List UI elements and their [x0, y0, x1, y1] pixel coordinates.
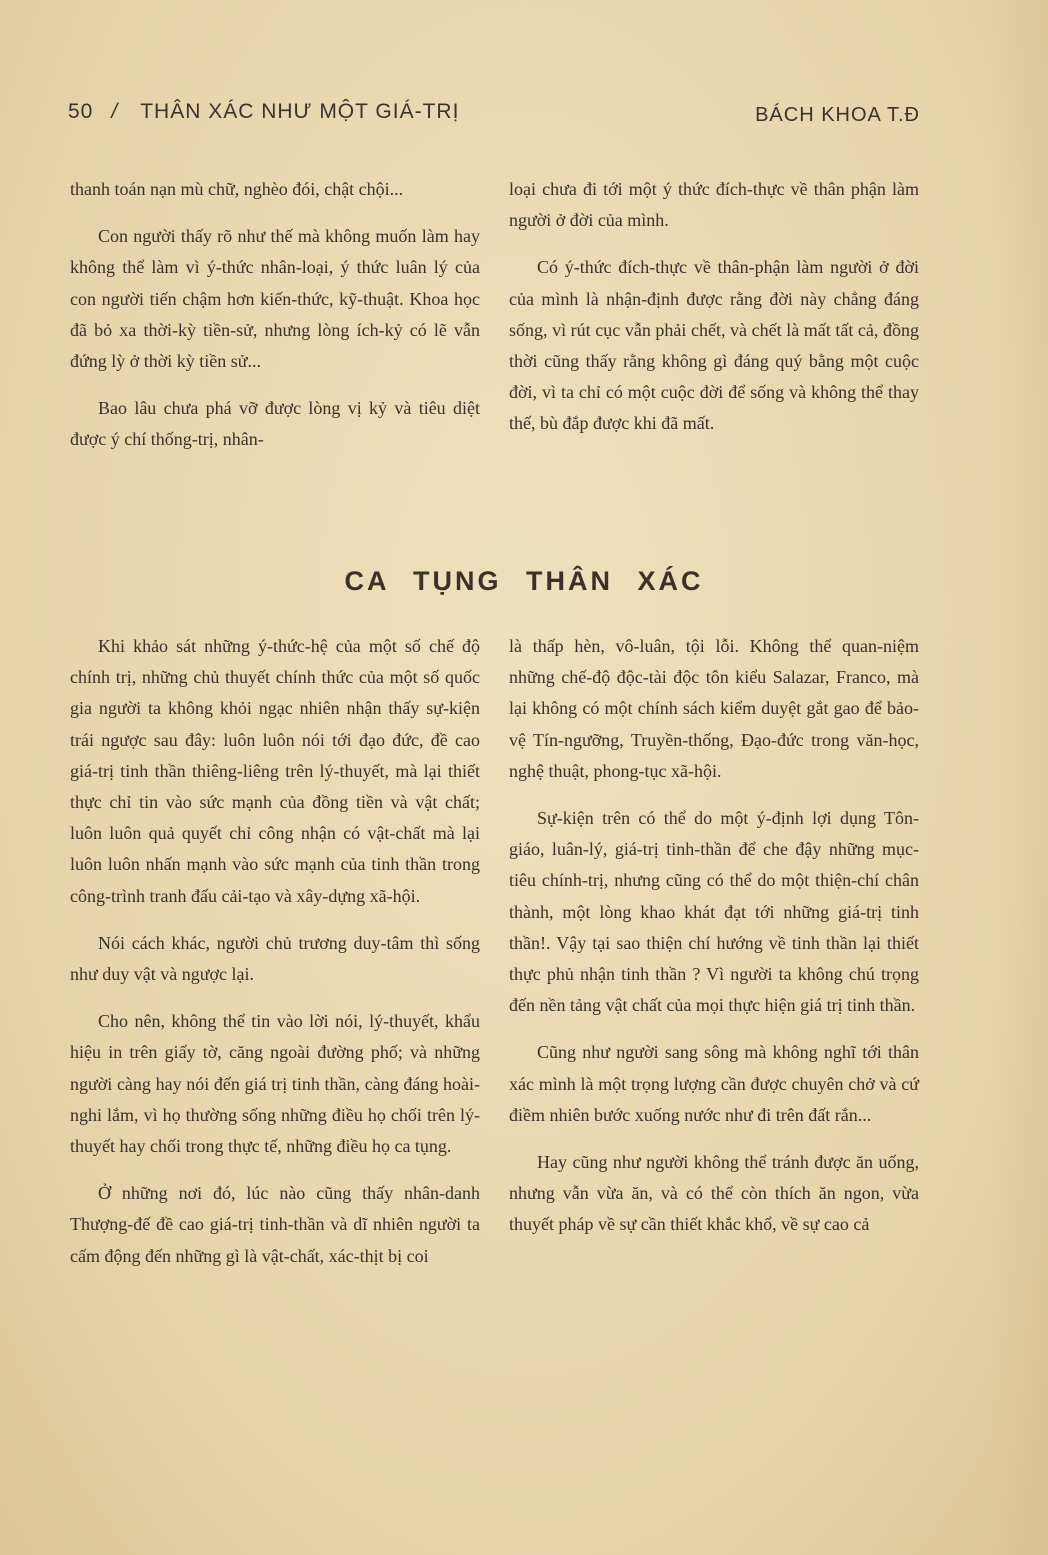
- page-edge-shadow: [988, 0, 1048, 1555]
- paragraph: thanh toán nạn mù chữ, nghèo đói, chật chội...: [70, 179, 404, 199]
- paragraph: Ở những nơi đó, lúc nào cũng thấy nhân-danh Thượng-đế đề cao giá-trị tinh-thần và dĩ nhiên người ta cấm động đến những gì là vật-chất, xác-thịt bị coi: [70, 1183, 480, 1266]
- article-title: THÂN XÁC NHƯ MỘT GIÁ-TRỊ: [140, 100, 460, 123]
- paragraph: Sự-kiện trên có thể do một ý-định lợi dụng Tôn-giáo, luân-lý, giá-trị tinh-thần để che đậy những mục-tiêu chính-trị, nhưng cũng có thể do một thiện-chí chân thành, một lòng khao khát đạt tới những giá-trị tinh thần!. Vậy tại sao thiện chí hướng về tinh thần lại thiết thực phủ nhận tinh thần ? Vì người ta không chú trọng đến nền tảng vật chất của mọi thực hiện giá trị tinh thần.: [509, 808, 919, 1016]
- column-bottom-left: [70, 631, 480, 1288]
- section-heading: CA TỤNG THÂN XÁC: [344, 566, 704, 596]
- paragraph: Hay cũng như người không thể tránh được ăn uống, nhưng vẫn vừa ăn, và có thể còn thích ăn ngon, vừa thuyết pháp về sự cần thiết khắc khổ, về sự cao cả: [509, 1152, 919, 1235]
- publication-name: BÁCH KHOA T.Đ: [755, 104, 920, 126]
- paragraph: Cho nên, không thể tin vào lời nói, lý-thuyết, khẩu hiệu in trên giấy tờ, căng ngoài đường phố; và những người càng hay nói đến giá trị tinh thần, càng đáng hoài-nghi lắm, vì họ thường sống những điều họ chối trên lý-thuyết hay chối trong thực tế, những điều họ ca tụng.: [70, 1011, 480, 1157]
- paragraph: Nói cách khác, người chủ trương duy-tâm thì sống như duy vật và ngược lại.: [70, 932, 480, 985]
- page-header: [68, 100, 920, 132]
- page-number: 50: [68, 100, 94, 123]
- paragraph: Cũng như người sang sông mà không nghĩ tới thân xác mình là một trọng lượng cần được chuyên chở và cứ điềm nhiên bước xuống nước như đi trên đất rắn...: [509, 1042, 919, 1125]
- header-separator: /: [111, 100, 119, 123]
- paragraph: Bao lâu chưa phá vỡ được lòng vị kỷ và tiêu diệt được ý chí thống-trị, nhân-: [70, 398, 480, 450]
- column-bottom-right: [509, 631, 919, 1257]
- paragraph: là thấp hèn, vô-luân, tội lỗi. Không thể quan-niệm những chế-độ độc-tài độc tôn kiểu Salazar, Franco, mà lại không có một chính sách kiểm duyệt gắt gao để bảo-vệ Tín-ngưỡng, Truyền-thống, Đạo-đức trong văn-học, nghệ thuật, phong-tục xã-hội.: [509, 636, 919, 781]
- paragraph: Con người thấy rõ như thế mà không muốn làm hay không thể làm vì ý-thức nhân-loại, ý thức luân lý của con người tiến chậm hơn kiến-thức, kỹ-thuật. Khoa học đã bỏ xa thời-kỳ tiền-sử, nhưng lòng ích-kỷ có lẽ vẫn đứng lỳ ở thời kỳ tiền sử...: [70, 226, 480, 372]
- paragraph: Khi khảo sát những ý-thức-hệ của một số chế độ chính trị, những chủ thuyết chính thức của một số quốc gia người ta không khỏi ngạc nhiên nhận thấy sự-kiện trái ngược sau đây: luôn luôn nói tới đạo đức, đề cao giá-trị tinh thần thiêng-liêng trên lý-thuyết, mà lại thiết thực chỉ tin vào sức mạnh của đồng tiền và vật chất; luôn luôn quả quyết chỉ công nhận có vật-chất mà lại luôn luôn nhấn mạnh vào sức mạnh của tinh thần trong công-trình tranh đấu cải-tạo và xây-dựng xã-hội.: [70, 636, 480, 906]
- column-top-right: [509, 174, 919, 456]
- column-top-left: [70, 174, 480, 472]
- header-left: [68, 100, 459, 124]
- paragraph: loại chưa đi tới một ý thức đích-thực về thân phận làm người ở đời của mình.: [509, 179, 919, 231]
- paragraph: Có ý-thức đích-thực về thân-phận làm người ở đời của mình là nhận-định được rằng đời này chẳng đáng sống, vì rút cục vẫn phải chết, và chết là mất tất cả, đồng thời cũng thấy rằng không gì đáng quý bằng một cuộc đời, vì ta chỉ có một cuộc đời để sống và không thể thay thế, bù đắp được khi đã mất.: [509, 257, 919, 434]
